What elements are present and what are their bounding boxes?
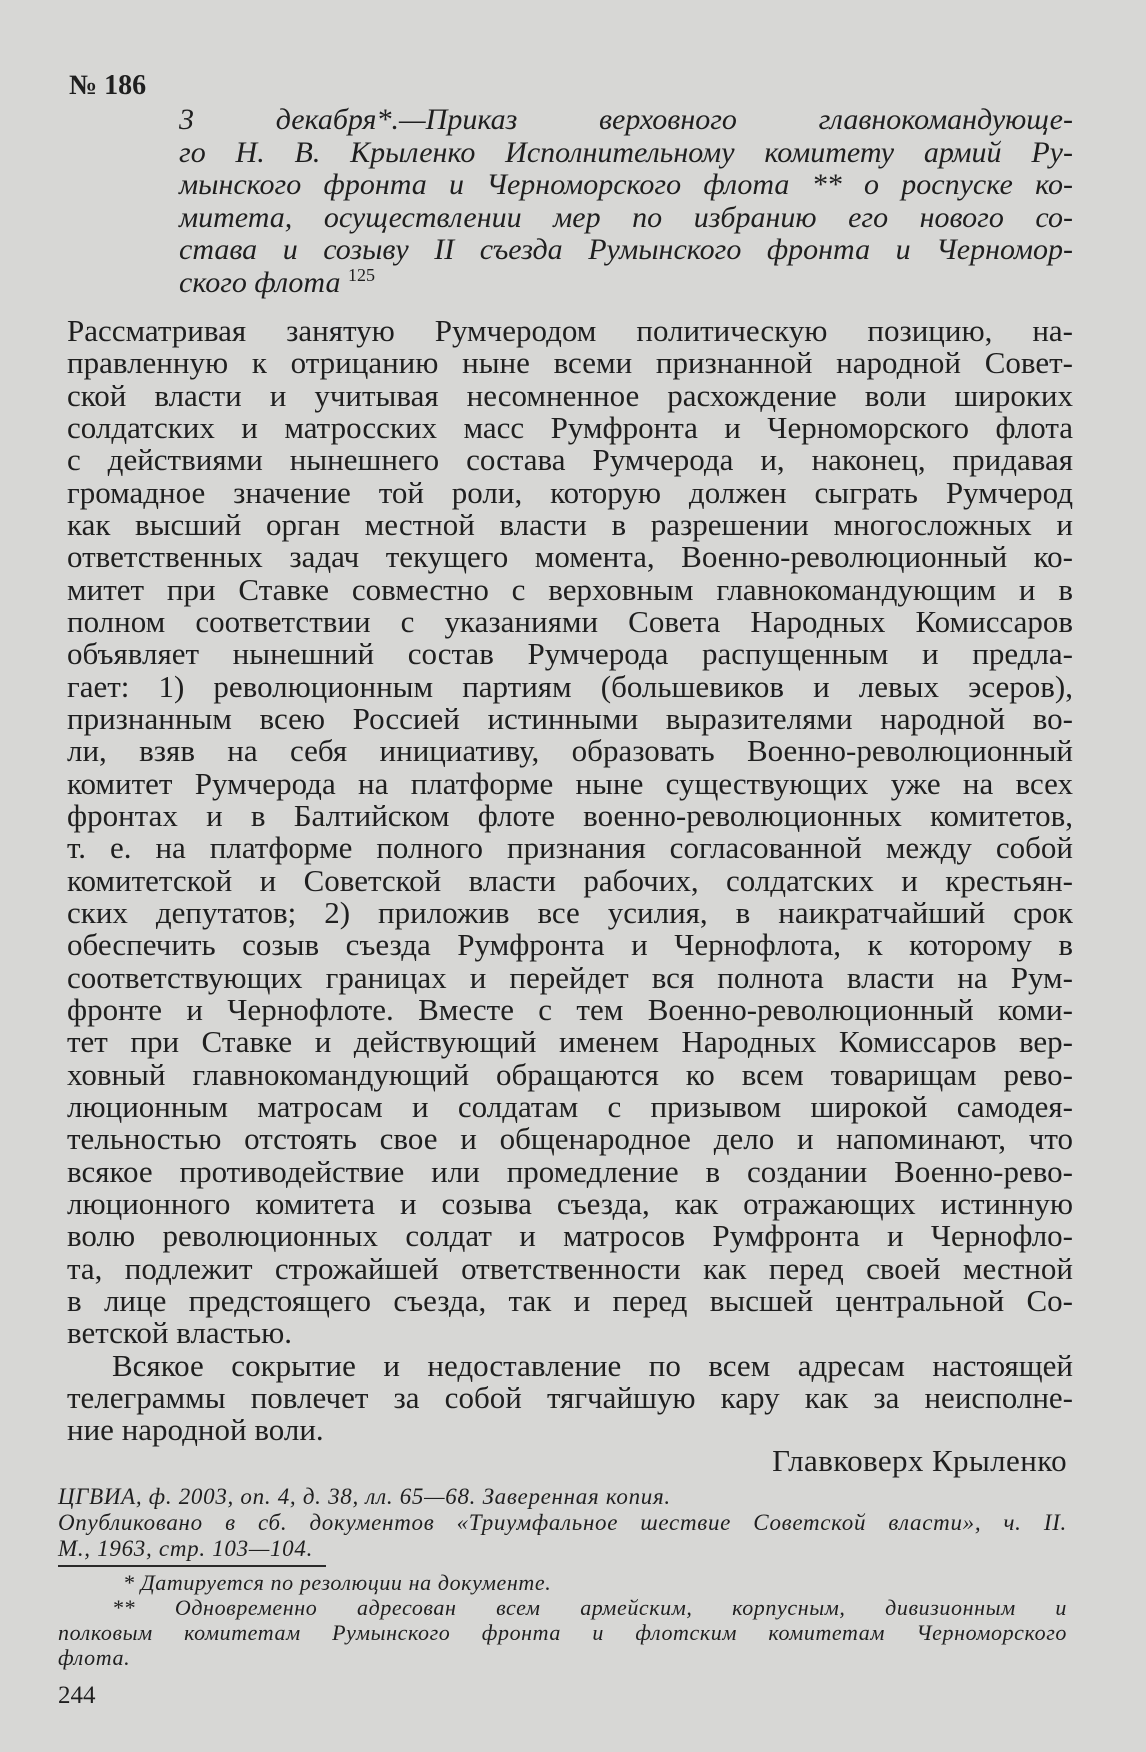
body-line: митет при Ставке совместно с верховным главнокомандующим и в bbox=[67, 571, 1073, 607]
title-line: мынского фронта и Черноморского флота ** о роспуске ко- bbox=[179, 168, 1073, 202]
document-body bbox=[67, 315, 1073, 1446]
body-line: фронтах и в Балтийском флоте военно-революционных комитетов, bbox=[67, 797, 1073, 833]
signature: Главковерх Крыленко bbox=[772, 1443, 1067, 1478]
footnote-line: полковым комитетам Румынского фронта и флотским комитетам Черноморского bbox=[58, 1620, 1067, 1645]
body-line: в лице предстоящего съезда, так и перед высшей центральной Со- bbox=[67, 1282, 1073, 1318]
title-line: 3 декабря*.—Приказ верховного главнокомандующе- bbox=[179, 103, 1073, 136]
title-line-text: ского флота bbox=[179, 265, 341, 299]
body-line: ли, взяв на себя инициативу, образовать Военно-революционный bbox=[67, 733, 1073, 769]
body-line: признанным всею Россией истинными выразителями народной во- bbox=[67, 700, 1073, 736]
footnote-reference: 125 bbox=[347, 264, 375, 285]
body-line: ской власти и учитывая несомненное расхождение воли широких bbox=[67, 377, 1073, 413]
body-line: гает: 1) революционным партиям (большевиков и левых эсеров), bbox=[67, 668, 1073, 704]
body-line: с действиями нынешнего состава Румчерода и, наконец, придавая bbox=[67, 442, 1073, 478]
body-line: ских депутатов; 2) приложив все усилия, в наикратчайший срок bbox=[67, 894, 1073, 930]
paragraph-2 bbox=[67, 1347, 1073, 1448]
body-line: объявляет нынешний состав Румчерода распущенным и предла- bbox=[67, 636, 1073, 672]
document-title bbox=[179, 104, 1073, 300]
footnote-2 bbox=[58, 1595, 1067, 1670]
body-line: солдатских и матросских масс Румфронта и Черноморского флота bbox=[67, 409, 1073, 445]
body-line: всякое противодействие или промедление в создании Военно-рево- bbox=[67, 1153, 1073, 1189]
body-line: фронте и Чернофлоте. Вместе с тем Военно-революционный коми- bbox=[67, 991, 1073, 1027]
body-line: волю революционных солдат и матросов Румфронта и Чернофло- bbox=[67, 1218, 1073, 1254]
footnotes bbox=[58, 1570, 1067, 1670]
body-line: обеспечить созыв съезда Румфронта и Чернофлота, к которому в bbox=[67, 927, 1073, 963]
body-line: та, подлежит строжайшей ответственности как перед своей местной bbox=[67, 1250, 1073, 1286]
footnote-divider bbox=[58, 1565, 326, 1567]
body-line: люционным матросам и солдатам с призывом широкой самодея- bbox=[67, 1088, 1073, 1124]
footnote-line: ** Одновременно адресован всем армейским, корпусным, дивизионным и bbox=[112, 1595, 1067, 1620]
body-line: тет при Ставке и действующий именем Народных Комиссаров вер- bbox=[67, 1024, 1073, 1060]
body-line: комитет Румчерода на платформе ныне существующих уже на всех bbox=[67, 765, 1073, 801]
paragraph-1 bbox=[67, 315, 1073, 1350]
body-line: как высший орган местной власти в разрешении многосложных и bbox=[67, 506, 1073, 542]
body-line: тельностью отстоять свое и общенародное дело и напоминают, что bbox=[67, 1121, 1073, 1157]
body-line: ховный главнокомандующий обращаются ко всем товарищам рево- bbox=[67, 1056, 1073, 1092]
source-line: ЦГВИА, ф. 2003, оп. 4, д. 38, лл. 65—68. Заверенная копия. bbox=[58, 1484, 671, 1509]
footnote-1: * Датируется по резолюции на документе. bbox=[123, 1570, 552, 1595]
body-line: полном соответствии с указаниями Совета Народных Комиссаров bbox=[67, 603, 1073, 639]
body-line: соответствующих границах и перейдет вся полнота власти на Рум- bbox=[67, 959, 1073, 995]
body-line: ние народной воли. bbox=[67, 1412, 324, 1448]
body-line: комитетской и Советской власти рабочих, солдатских и крестьян- bbox=[67, 862, 1073, 898]
body-line: Всякое сокрытие и недоставление по всем адресам настоящей bbox=[112, 1347, 1073, 1383]
title-lines bbox=[179, 104, 1073, 267]
source-line: М., 1963, стр. 103—104. bbox=[58, 1536, 314, 1561]
body-line: ветской властью. bbox=[67, 1315, 293, 1351]
footnote-line: флота. bbox=[58, 1645, 131, 1670]
body-line: правленную к отрицанию ныне всеми признанной народной Совет- bbox=[67, 345, 1073, 381]
archival-source bbox=[58, 1484, 1067, 1562]
title-line: става и созыву II съезда Румынского фронта и Черномор- bbox=[179, 233, 1073, 267]
document-number: № 186 bbox=[69, 70, 147, 101]
body-line: Рассматривая занятую Румчеродом политическую позицию, на- bbox=[67, 313, 1073, 348]
body-line: ответственных задач текущего момента, Военно-революционный ко- bbox=[67, 539, 1073, 575]
source-line: Опубликовано в сб. документов «Триумфальное шествие Советской власти», ч. II. bbox=[58, 1510, 1067, 1535]
body-line: громадное значение той роли, которую должен сыграть Румчерод bbox=[67, 474, 1073, 510]
title-line: го Н. В. Крыленко Исполнительному комитету армий Ру- bbox=[179, 135, 1073, 169]
title-line: митета, осуществлении мер по избранию его нового со- bbox=[179, 200, 1073, 234]
title-line bbox=[179, 264, 1073, 300]
body-line: т. е. на платформе полного признания согласованной между собой bbox=[67, 830, 1073, 866]
page-number: 244 bbox=[58, 1682, 96, 1709]
body-line: телеграммы повлечет за собой тягчайшую кару как за неисполне- bbox=[67, 1379, 1073, 1415]
body-line: люционного комитета и созыва съезда, как отражающих истинную bbox=[67, 1185, 1073, 1221]
